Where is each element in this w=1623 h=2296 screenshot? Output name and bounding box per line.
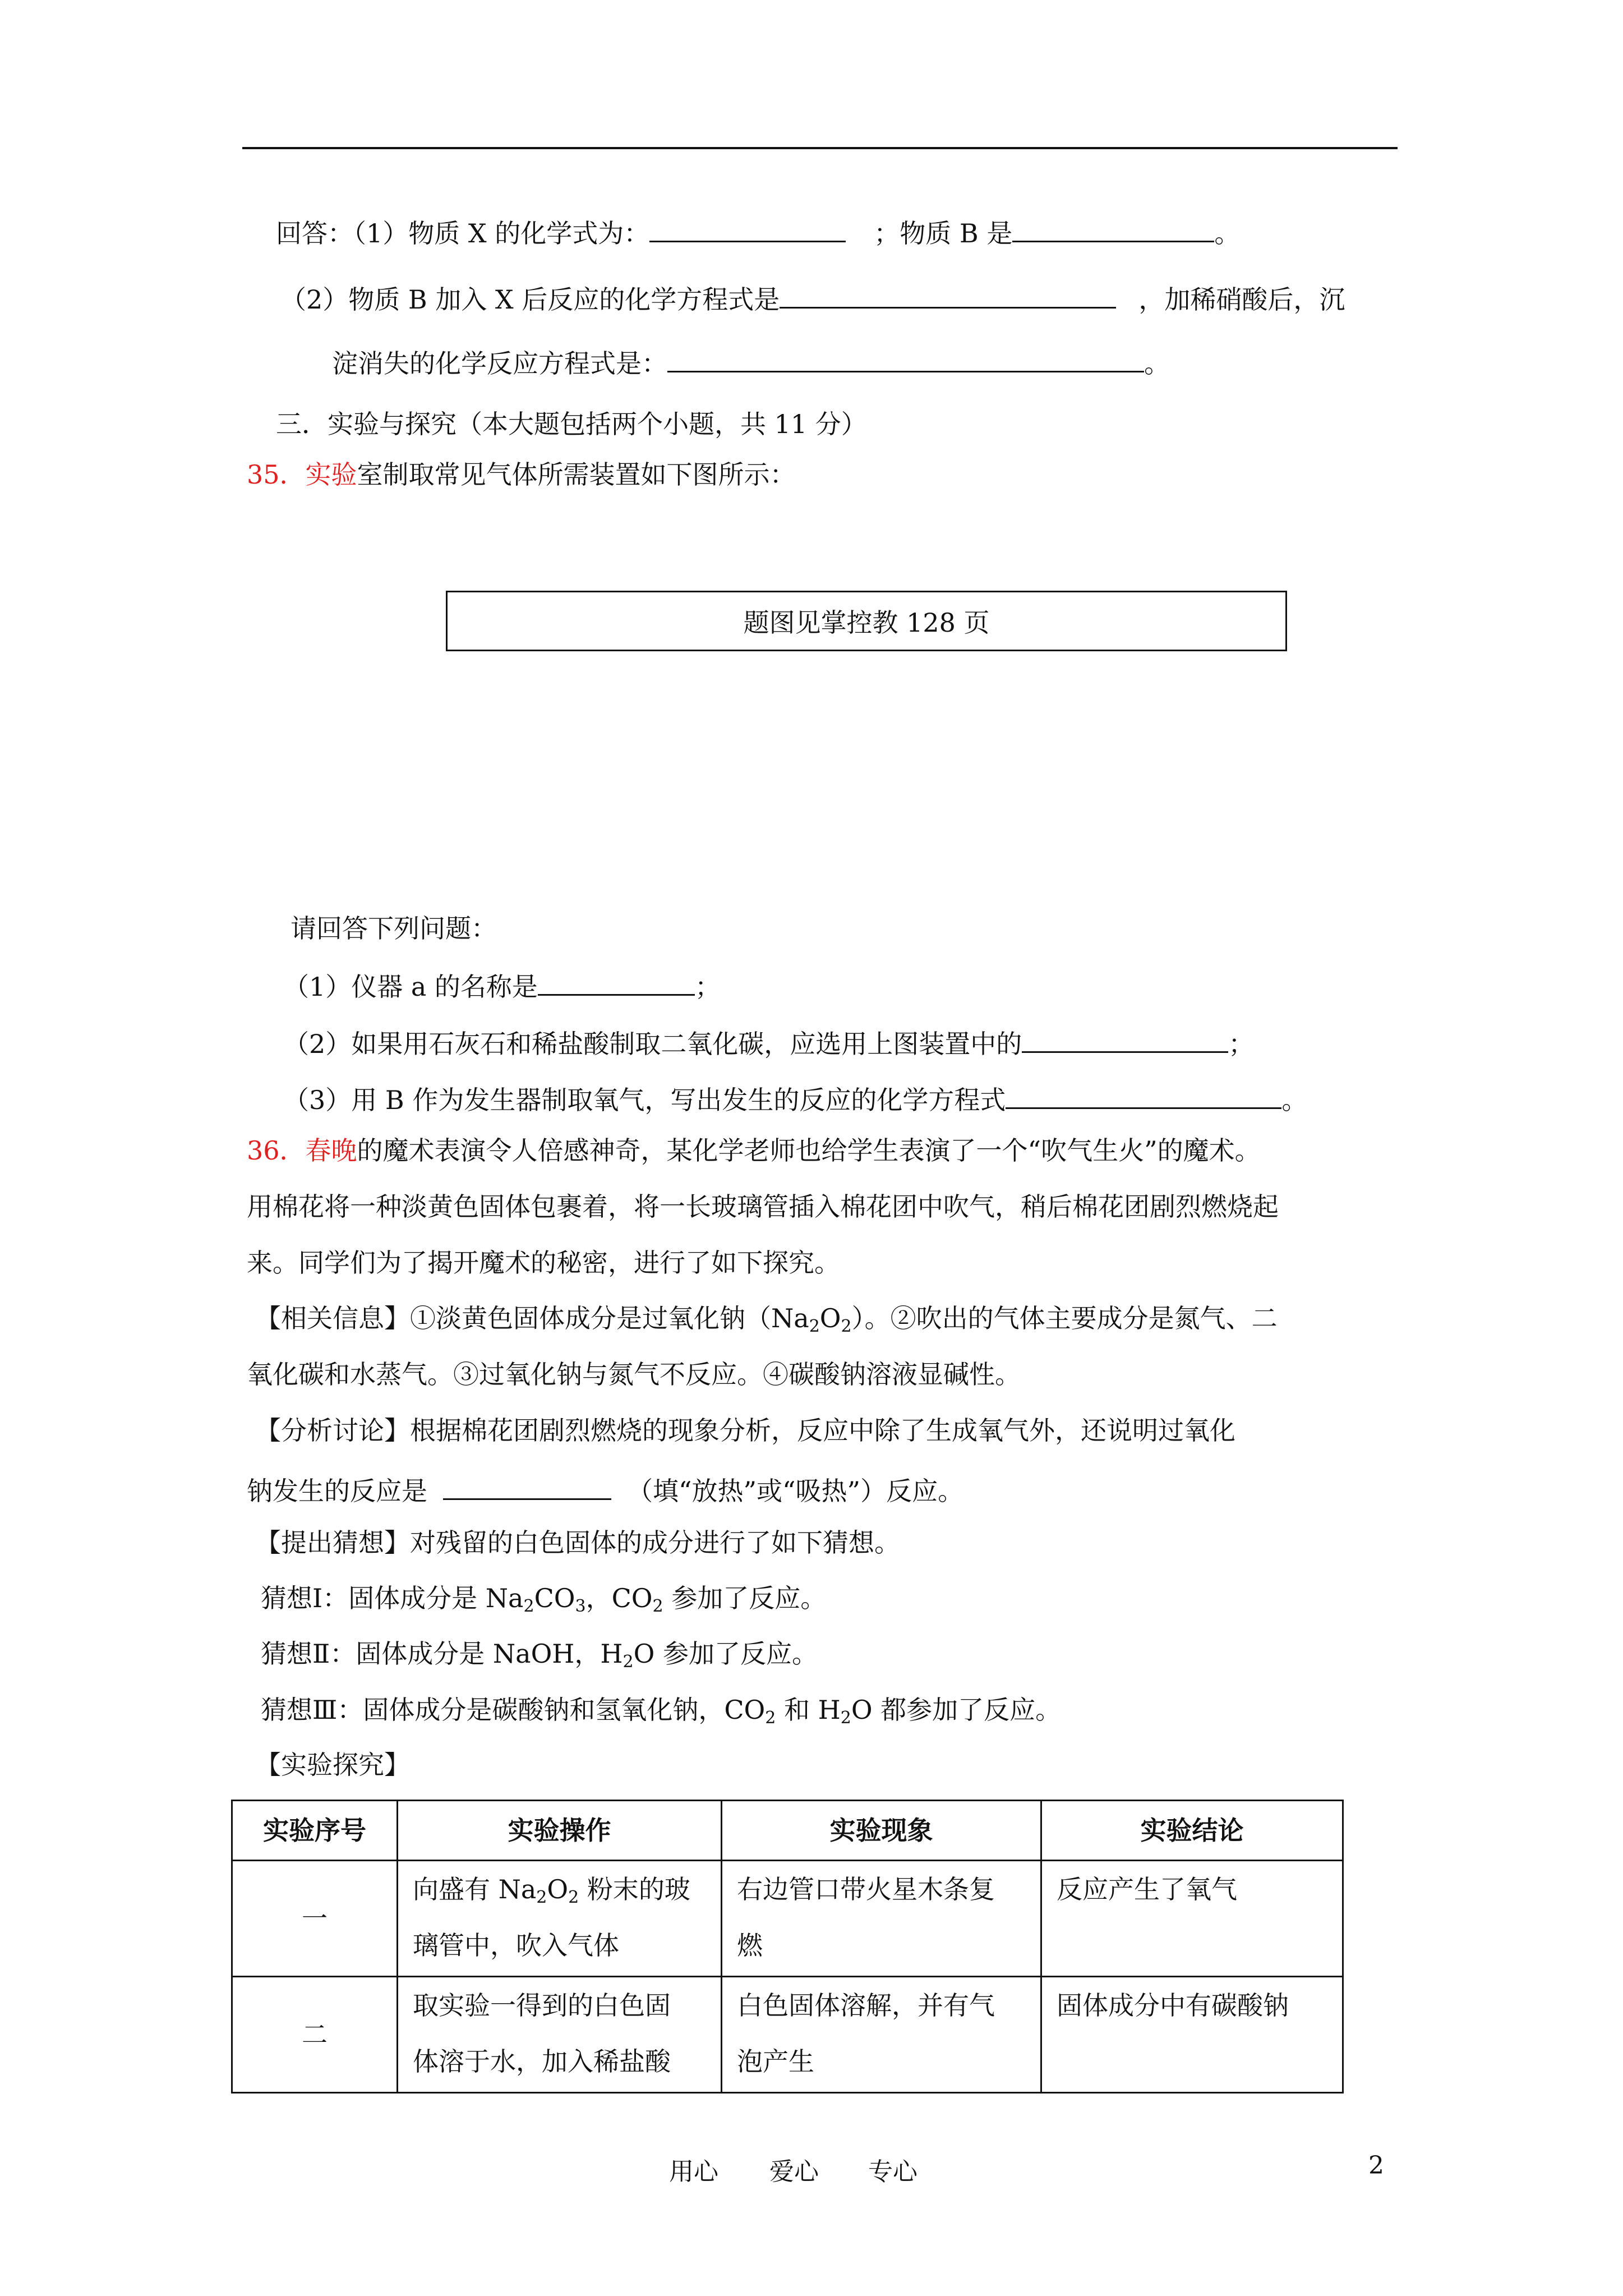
table-row: [232, 1977, 1343, 2093]
q34-line2: （2）物质 B 加入 X 后反应的化学方程式是 ，加稀硝酸后，沉: [280, 282, 1345, 312]
footer-text-2: 爱心: [769, 2157, 819, 2186]
cell-no: 一: [232, 1861, 398, 1977]
footer-text-3: 专心: [868, 2157, 917, 2186]
hypothesis-1: 猜想Ⅰ：固体成分是 $Na_2CO_3$，$CO_2$ 参加了反应。: [261, 1583, 827, 1616]
q36-stem-line3: 来。同学们为了揭开魔术的秘密，进行了如下探究。: [247, 1248, 840, 1278]
experiment-table: [231, 1800, 1344, 2093]
q34-line1: 回答：（1）物质 X 的化学式为： ；物质 B 是 。: [276, 216, 1240, 246]
header-conclusion: 实验结论: [1041, 1801, 1343, 1861]
answer-blank[interactable]: [443, 1474, 611, 1500]
q36-stem-line2: 用棉花将一种淡黄色固体包裹着，将一长玻璃管插入棉花团中吹气，稍后棉花团剧烈燃烧起: [247, 1191, 1279, 1222]
answer-blank[interactable]: [1012, 216, 1214, 242]
cell-conclusion: 固体成分中有碳酸钠: [1041, 1977, 1343, 2093]
q35-part3: （3）用 B 作为发生器制取氧气，写出发生的反应的化学方程式 。: [283, 1083, 1307, 1113]
header-rule: [242, 147, 1398, 149]
cell-conclusion: 反应产生了氧气: [1041, 1861, 1343, 1977]
table-row: [232, 1861, 1343, 1977]
q34-line3: 淀消失的化学反应方程式是： 。: [332, 346, 1170, 376]
related-info: 【相关信息】①淡黄色固体成分是过氧化钠$(Na_2O_2)$。②吹出的气体主要成分是氮气、二: [255, 1303, 1278, 1336]
q35-stem: 35．实验室制取常见气体所需装置如下图所示：: [247, 459, 796, 490]
hypothesis-3: 猜想Ⅲ：固体成分是碳酸钠和氢氧化钠，$CO_2$ 和 $H_2O$ 都参加了反应。: [261, 1695, 1062, 1728]
q35-intro: 请回答下列问题：: [291, 913, 497, 944]
answer-blank[interactable]: [649, 216, 846, 242]
header-phenomenon: 实验现象: [722, 1801, 1041, 1861]
header-no: 实验序号: [232, 1801, 398, 1861]
page-number: 2: [1368, 2151, 1384, 2180]
analysis: 【分析讨论】根据棉花团剧烈燃烧的现象分析，反应中除了生成氧气外，还说明过氧化: [255, 1415, 1235, 1446]
hypothesis-2: 猜想Ⅱ：固体成分是 NaOH，$H_2O$ 参加了反应。: [261, 1639, 818, 1672]
cell-operation: 取实验一得到的白色固 体溶于水，加入稀盐酸: [398, 1977, 722, 2093]
footer-text-1: 用心: [669, 2157, 718, 2186]
experiment-heading: 【实验探究】: [255, 1750, 410, 1780]
related-info-line2: 氧化碳和水蒸气。③过氧化钠与氮气不反应。④碳酸钠溶液显碱性。: [247, 1359, 1021, 1389]
answer-blank[interactable]: [1022, 1027, 1228, 1053]
q35-part2: （2）如果用石灰石和稀盐酸制取二氧化碳，应选用上图装置中的 ；: [283, 1027, 1254, 1057]
answer-blank[interactable]: [538, 969, 695, 996]
header-operation: 实验操作: [398, 1801, 722, 1861]
analysis-line2: 钠发生的反应是 （填“放热”或“吸热”）反应。: [247, 1474, 963, 1504]
q35-part1: （1）仪器 a 的名称是 ；: [283, 969, 721, 1000]
answer-blank[interactable]: [667, 346, 1144, 372]
answer-blank[interactable]: [1006, 1083, 1281, 1109]
cell-operation: 向盛有 $Na_2O_2$ 粉末的玻 璃管中，吹入气体: [398, 1861, 722, 1977]
section-heading: 三．实验与探究（本大题包括两个小题，共 11 分）: [276, 409, 867, 439]
answer-blank[interactable]: [780, 282, 1116, 309]
q36-stem-line1: 36．春晚的魔术表演令人倍感神奇，某化学老师也给学生表演了一个“吹气生火”的魔术。: [247, 1135, 1261, 1166]
hypothesis-heading: 【提出猜想】对残留的白色固体的成分进行了如下猜想。: [255, 1527, 900, 1558]
cell-no: 二: [232, 1977, 398, 2093]
cell-phenomenon: 白色固体溶解，并有气 泡产生: [722, 1977, 1041, 2093]
table-header-row: [232, 1801, 1343, 1861]
figure-placeholder: 题图见掌控教 128 页: [446, 591, 1287, 651]
cell-phenomenon: 右边管口带火星木条复 燃: [722, 1861, 1041, 1977]
